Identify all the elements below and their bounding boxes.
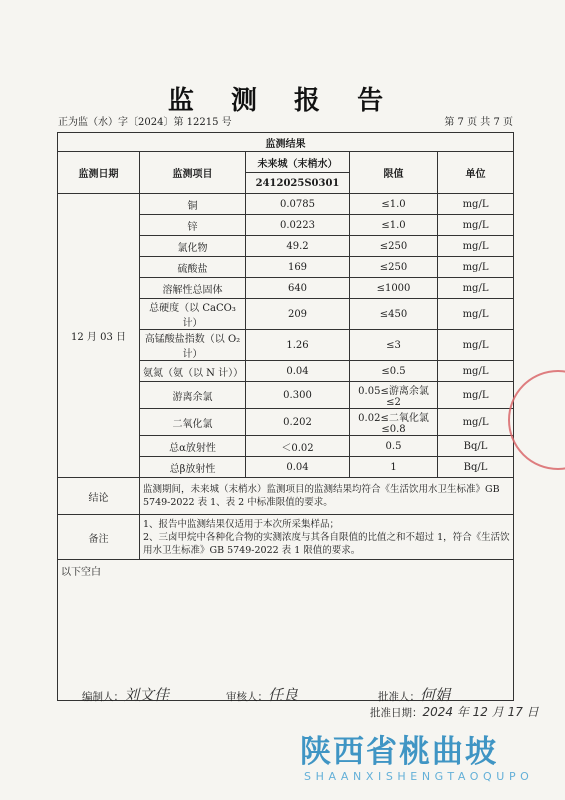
- blank-note: 以下空白: [58, 560, 514, 701]
- limit-cell: 0.05≤游离余氯≤2: [350, 382, 438, 409]
- col-limit-header: 限值: [350, 152, 438, 194]
- item-cell: 氨氮（氨（以 N 计））: [140, 361, 246, 382]
- table-row: [58, 194, 514, 215]
- unit-cell: mg/L: [438, 236, 514, 257]
- compiler: [82, 684, 169, 705]
- compiler-label: 编制人：: [82, 691, 124, 703]
- limit-cell: 0.5: [350, 436, 438, 457]
- section-title: 监测结果: [58, 133, 514, 152]
- approval-date: [370, 703, 539, 720]
- unit-cell: mg/L: [438, 278, 514, 299]
- remarks-label: 备注: [58, 515, 140, 560]
- reviewer: [226, 684, 298, 705]
- value-cell: 209: [246, 299, 350, 330]
- limit-cell: ≤1.0: [350, 194, 438, 215]
- col-item-header: 监测项目: [140, 152, 246, 194]
- unit-cell: Bq/L: [438, 457, 514, 478]
- watermark-logo: 陕西省桃曲坡: [300, 734, 498, 770]
- reviewer-signature: 任良: [268, 686, 299, 704]
- conclusion-row: [58, 478, 514, 515]
- item-cell: 氯化物: [140, 236, 246, 257]
- limit-cell: 0.02≤二氧化氯≤0.8: [350, 409, 438, 436]
- item-cell: 总β放射性: [140, 457, 246, 478]
- approval-date-value: 2024 年 12 月 17 日: [422, 705, 539, 719]
- conclusion-text: 监测期间，未来城（末梢水）监测项目的监测结果均符合《生活饮用水卫生标准》GB 5749-2022 表 1、表 2 中标准限值的要求。: [140, 478, 514, 515]
- item-cell: 硫酸盐: [140, 257, 246, 278]
- page-number: 第 7 页 共 7 页: [444, 117, 513, 128]
- document-number: 正为监（水）字〔2024〕第 12215 号: [58, 117, 232, 128]
- remark-2: 2、三卤甲烷中各种化合物的实测浓度与其各自限值的比值之和不超过 1，符合《生活饮用水卫生标准》GB 5749-2022 表 1 限值的要求。: [143, 531, 510, 556]
- item-cell: 二氧化氯: [140, 409, 246, 436]
- compiler-signature: 刘文佳: [124, 686, 170, 704]
- unit-cell: mg/L: [438, 257, 514, 278]
- remarks-row: [58, 515, 514, 560]
- approval-date-label: 批准日期：: [370, 707, 423, 719]
- remarks-cell: [140, 515, 514, 560]
- value-cell: 0.04: [246, 361, 350, 382]
- item-cell: 总α放射性: [140, 436, 246, 457]
- value-cell: 49.2: [246, 236, 350, 257]
- value-cell: 640: [246, 278, 350, 299]
- limit-cell: 1: [350, 457, 438, 478]
- col-date-header: 监测日期: [58, 152, 140, 194]
- value-cell: 1.26: [246, 330, 350, 361]
- item-cell: 铜: [140, 194, 246, 215]
- reviewer-label: 审核人：: [226, 691, 268, 703]
- sample-location: 未来城（末梢水）: [246, 152, 350, 173]
- limit-cell: ≤250: [350, 236, 438, 257]
- limit-cell: ≤1000: [350, 278, 438, 299]
- sample-id: 2412025S0301: [246, 173, 350, 194]
- value-cell: ＜0.02: [246, 436, 350, 457]
- watermark-subtitle: SHAANXISHENGTAOQUPO: [304, 770, 534, 783]
- unit-cell: mg/L: [438, 361, 514, 382]
- value-cell: 169: [246, 257, 350, 278]
- approver-signature: 何娟: [420, 686, 451, 704]
- value-cell: 0.300: [246, 382, 350, 409]
- item-cell: 总硬度（以 CaCO₃ 计）: [140, 299, 246, 330]
- item-cell: 溶解性总固体: [140, 278, 246, 299]
- limit-cell: ≤0.5: [350, 361, 438, 382]
- unit-cell: mg/L: [438, 330, 514, 361]
- item-cell: 锌: [140, 215, 246, 236]
- official-seal: [508, 370, 565, 470]
- value-cell: 0.0223: [246, 215, 350, 236]
- approver: [378, 684, 450, 705]
- conclusion-label: 结论: [58, 478, 140, 515]
- results-table: [57, 132, 514, 701]
- limit-cell: ≤250: [350, 257, 438, 278]
- item-cell: 游离余氯: [140, 382, 246, 409]
- unit-cell: mg/L: [438, 382, 514, 409]
- item-cell: 高锰酸盐指数（以 O₂ 计）: [140, 330, 246, 361]
- limit-cell: ≤1.0: [350, 215, 438, 236]
- monitoring-date: 12 月 03 日: [58, 194, 140, 478]
- limit-cell: ≤450: [350, 299, 438, 330]
- remark-1: 1、报告中监测结果仅适用于本次所采集样品；: [143, 518, 340, 530]
- value-cell: 0.202: [246, 409, 350, 436]
- limit-cell: ≤3: [350, 330, 438, 361]
- unit-cell: mg/L: [438, 409, 514, 436]
- col-unit-header: 单位: [438, 152, 514, 194]
- report-title: 监 测 报 告: [167, 86, 398, 116]
- value-cell: 0.04: [246, 457, 350, 478]
- unit-cell: mg/L: [438, 194, 514, 215]
- unit-cell: mg/L: [438, 299, 514, 330]
- value-cell: 0.0785: [246, 194, 350, 215]
- unit-cell: mg/L: [438, 215, 514, 236]
- unit-cell: Bq/L: [438, 436, 514, 457]
- approver-label: 批准人：: [378, 691, 420, 703]
